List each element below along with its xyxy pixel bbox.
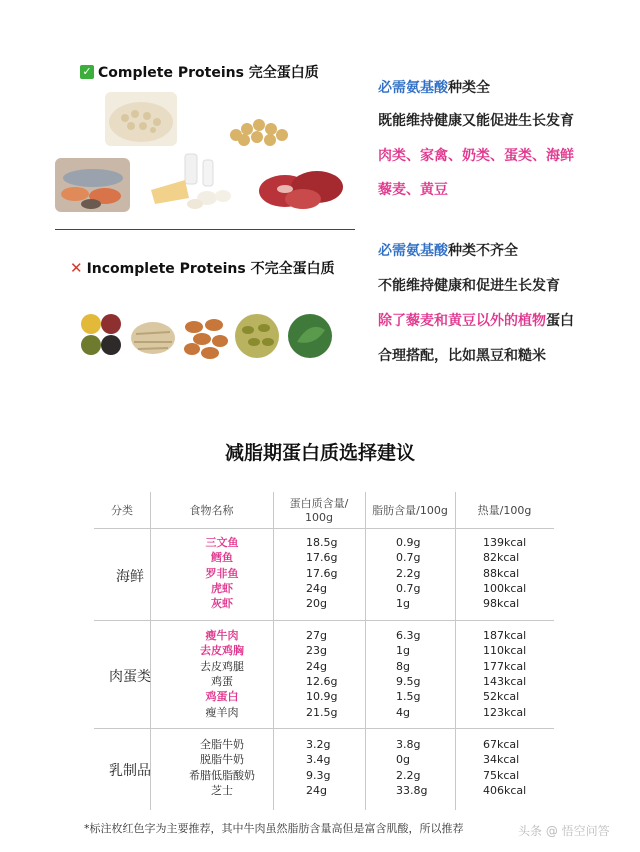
protein-value: 17.6g <box>306 566 338 580</box>
fat-value: 0.9g <box>396 536 421 549</box>
grid-line <box>365 492 366 810</box>
complete-proteins-label: Complete Proteins 完全蛋白质 <box>98 65 319 81</box>
complete-desc-4: 藜麦、黄豆 <box>378 182 448 198</box>
protein-value: 17.6g <box>306 551 338 565</box>
kcal-value: 88kcal <box>483 566 520 580</box>
fat-value: 4g <box>396 705 410 719</box>
incomplete-desc-1: 必需氨基酸种类不齐全 <box>378 243 518 259</box>
food-name: 鸡蛋 <box>211 674 233 688</box>
protein-value: 18.5g <box>306 536 338 549</box>
fat-value: 1g <box>396 597 410 611</box>
kcal-value: 34kcal <box>483 753 520 767</box>
food-name: 三文鱼 <box>205 536 239 549</box>
protein-value: 20g <box>306 597 327 611</box>
food-name: 全脂牛奶 <box>200 738 244 751</box>
oats-image <box>128 312 178 360</box>
header-category: 分类 <box>111 504 133 517</box>
protein-value: 24g <box>306 659 327 673</box>
complete-proteins-heading <box>80 62 319 82</box>
header-kcal: 热量/100g <box>477 504 532 517</box>
food-name: 鸡蛋白 <box>205 690 239 704</box>
food-name: 芝士 <box>211 783 233 797</box>
protein-value: 27g <box>306 629 327 642</box>
kcal-value: 123kcal <box>483 705 527 719</box>
food-name: 瘦羊肉 <box>205 705 239 719</box>
grid-line <box>273 492 274 810</box>
protein-value: 24g <box>306 581 327 595</box>
seafood-image <box>55 158 130 212</box>
protein-value: 23g <box>306 644 327 658</box>
complete-desc-3: 肉类、家禽、奶类、蛋类、海鲜 <box>378 148 574 164</box>
food-name: 去皮鸡胸 <box>200 644 244 658</box>
watermark: 头条 @ 悟空问答 <box>518 824 610 838</box>
protein-value: 21.5g <box>306 705 338 719</box>
protein-value: 12.6g <box>306 674 338 688</box>
complete-desc-2: 既能维持健康又能促进生长发育 <box>378 113 574 129</box>
protein-value: 3.2g <box>306 738 331 751</box>
checkmark-icon: ✓ <box>80 65 94 79</box>
protein-value: 9.3g <box>306 768 331 782</box>
fat-value: 1.5g <box>396 690 421 704</box>
fat-value: 33.8g <box>396 783 428 797</box>
fat-value: 0g <box>396 753 410 767</box>
pistachios-image <box>232 312 282 360</box>
fat-value: 9.5g <box>396 674 421 688</box>
kcal-value: 100kcal <box>483 581 527 595</box>
food-name: 去皮鸡腿 <box>200 659 244 673</box>
fat-value: 8g <box>396 659 410 673</box>
fat-value: 6.3g <box>396 629 421 642</box>
dairy-eggs-image <box>145 150 237 212</box>
grid-line <box>94 728 554 729</box>
almonds-image <box>180 313 230 361</box>
kcal-value: 143kcal <box>483 674 527 688</box>
incomplete-desc-4: 合理搭配，比如黑豆和糙米 <box>378 348 546 364</box>
header-fat: 脂肪含量/100g <box>372 504 448 517</box>
category-meat-egg: 肉蛋类 <box>109 669 151 685</box>
kcal-value: 406kcal <box>483 783 527 797</box>
kcal-value: 187kcal <box>483 629 527 642</box>
fat-value: 1g <box>396 644 410 658</box>
kcal-value: 98kcal <box>483 597 520 611</box>
food-name: 鳕鱼 <box>211 551 233 565</box>
incomplete-proteins-heading <box>70 258 335 278</box>
food-name: 瘦牛肉 <box>205 629 239 642</box>
grid-line <box>455 492 456 810</box>
kcal-value: 75kcal <box>483 768 520 782</box>
protein-value: 10.9g <box>306 690 338 704</box>
meat-image <box>255 165 350 213</box>
food-name: 虎虾 <box>211 581 233 595</box>
cross-icon: ✕ <box>70 259 83 277</box>
fat-value: 2.2g <box>396 566 421 580</box>
fat-value: 0.7g <box>396 551 421 565</box>
header-food-name: 食物名称 <box>189 504 234 517</box>
fat-value: 0.7g <box>396 581 421 595</box>
fat-value: 2.2g <box>396 768 421 782</box>
protein-value: 3.4g <box>306 753 331 767</box>
food-name: 罗非鱼 <box>205 566 239 580</box>
kcal-value: 139kcal <box>483 536 527 549</box>
section-divider <box>55 229 355 230</box>
kcal-value: 110kcal <box>483 644 527 658</box>
fat-value: 3.8g <box>396 738 421 751</box>
kcal-value: 67kcal <box>483 738 520 751</box>
complete-desc-1: 必需氨基酸种类全 <box>378 80 490 96</box>
grid-line <box>94 528 554 529</box>
food-name: 脱脂牛奶 <box>200 753 244 767</box>
header-protein: 蛋白质含量/ 100g <box>289 497 349 524</box>
category-seafood: 海鲜 <box>116 569 144 585</box>
kcal-value: 82kcal <box>483 551 520 565</box>
footnote: *标注枚红色字为主要推荐，其中牛肉虽然脂肪含量高但是富含肌酸，所以推荐 <box>84 822 464 835</box>
kcal-value: 52kcal <box>483 690 520 704</box>
spinach-image <box>285 312 335 360</box>
table-title: 减脂期蛋白质选择建议 <box>224 442 415 464</box>
kcal-value: 177kcal <box>483 659 527 673</box>
food-name: 灰虾 <box>211 597 233 611</box>
category-dairy: 乳制品 <box>109 763 151 779</box>
quinoa-bowl-image <box>105 92 177 146</box>
grains-beans-image <box>78 312 124 358</box>
incomplete-desc-2: 不能维持健康和促进生长发育 <box>378 278 560 294</box>
soybeans-image <box>222 105 294 149</box>
food-name: 希腊低脂酸奶 <box>189 768 255 782</box>
grid-line <box>94 620 554 621</box>
incomplete-proteins-label: Incomplete Proteins 不完全蛋白质 <box>86 261 335 277</box>
protein-value: 24g <box>306 783 327 797</box>
incomplete-desc-3: 除了藜麦和黄豆以外的植物蛋白 <box>378 313 574 329</box>
